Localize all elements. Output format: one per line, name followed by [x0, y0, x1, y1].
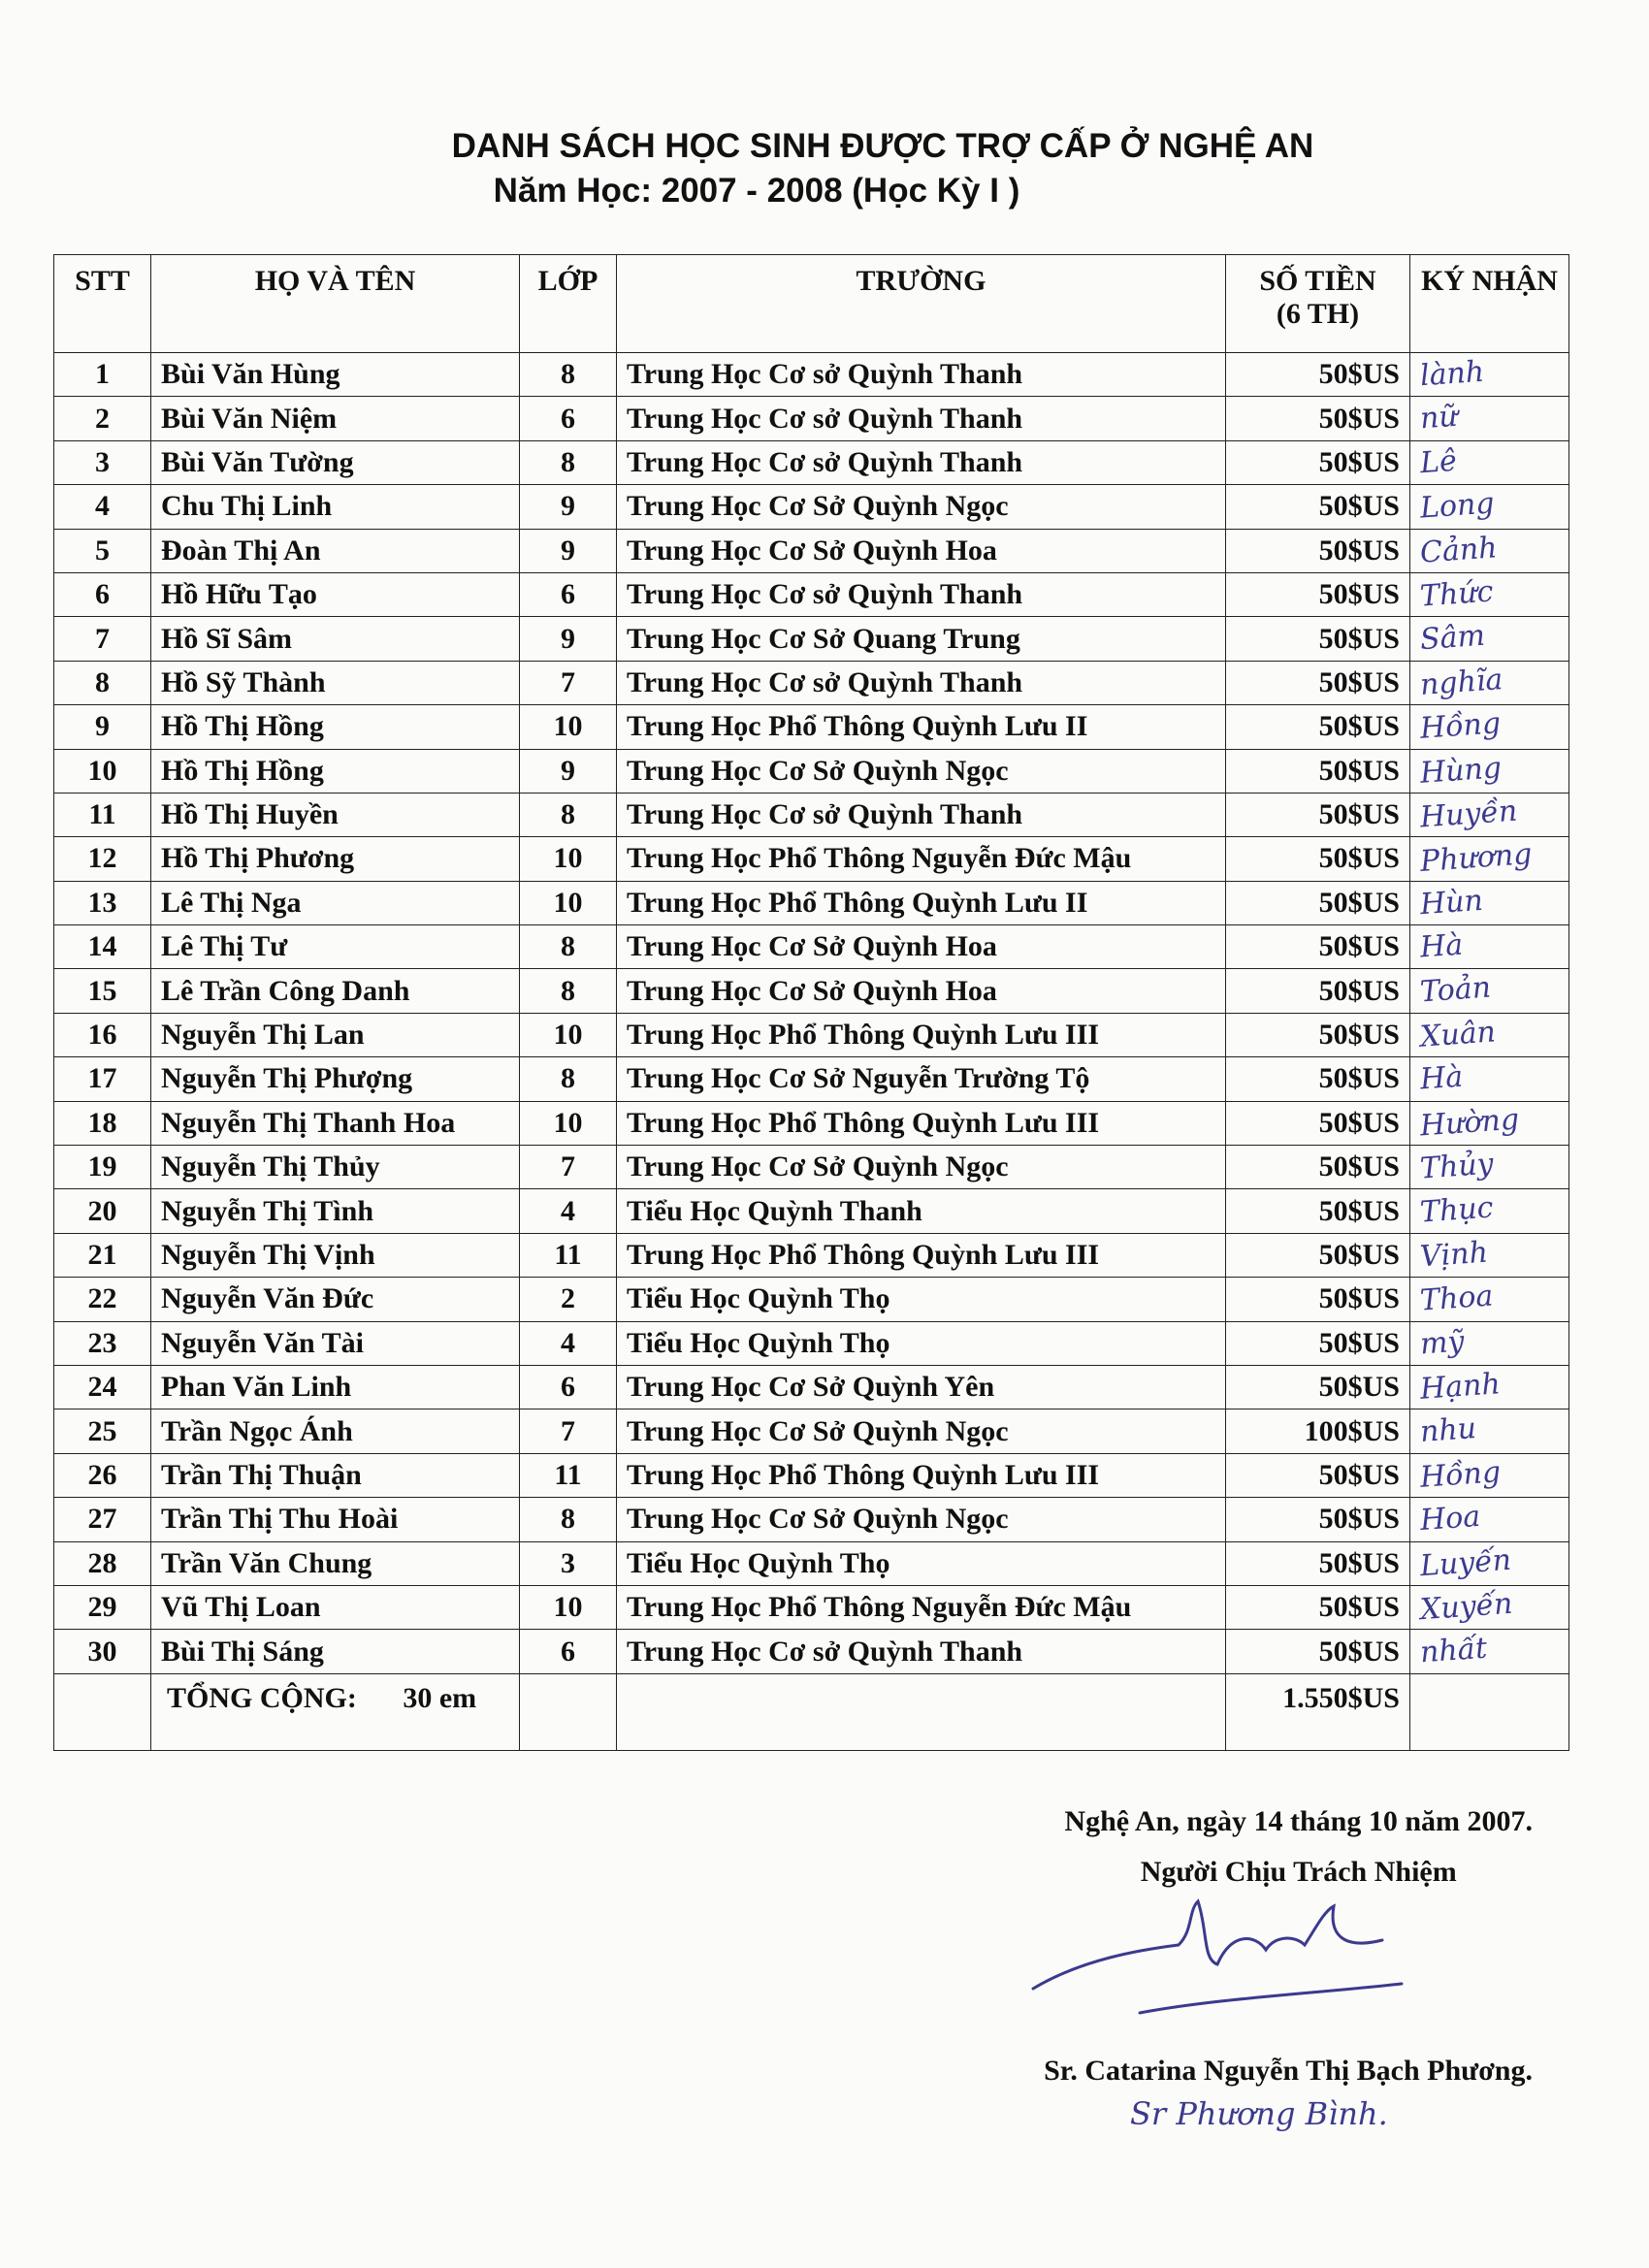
table-row [54, 1101, 1569, 1145]
row-signature: lành [1418, 354, 1486, 394]
row-school: Trung Học Phổ Thông Quỳnh Lưu II [617, 705, 1226, 749]
row-name: Hồ Sĩ Sâm [151, 617, 520, 661]
total-count: 30 em [403, 1681, 477, 1714]
row-signature: nghĩa [1418, 662, 1504, 702]
row-amount: 50$US [1226, 1057, 1410, 1101]
row-grade: 8 [520, 969, 617, 1013]
row-name: Bùi Văn Niệm [151, 397, 520, 440]
row-grade: 8 [520, 1057, 617, 1101]
row-grade: 10 [520, 881, 617, 924]
row-grade: 10 [520, 1101, 617, 1145]
row-signature: Thủy [1418, 1147, 1495, 1186]
row-name: Trần Văn Chung [151, 1541, 520, 1585]
header-amount [1226, 255, 1410, 353]
row-school: Trung Học Phổ Thông Quỳnh Lưu II [617, 881, 1226, 924]
row-signature-cell [1410, 1189, 1569, 1233]
row-stt: 22 [54, 1278, 151, 1321]
table-row [54, 1409, 1569, 1453]
row-signature: Hồng [1418, 706, 1503, 746]
row-amount: 50$US [1226, 1365, 1410, 1409]
row-stt: 15 [54, 969, 151, 1013]
row-signature-cell [1410, 1233, 1569, 1277]
table-row [54, 1321, 1569, 1365]
row-name: Bùi Thị Sáng [151, 1630, 520, 1673]
table-row [54, 1278, 1569, 1321]
row-stt: 14 [54, 925, 151, 969]
row-grade: 6 [520, 1365, 617, 1409]
row-stt: 30 [54, 1630, 151, 1673]
row-signature-cell [1410, 661, 1569, 704]
table-row [54, 1233, 1569, 1277]
row-amount: 50$US [1226, 485, 1410, 529]
row-signature-cell [1410, 353, 1569, 397]
row-amount: 50$US [1226, 1585, 1410, 1629]
row-signature: Hà [1418, 927, 1465, 965]
table-row [54, 1453, 1569, 1497]
row-signature: nhu [1418, 1411, 1478, 1450]
row-stt: 20 [54, 1189, 151, 1233]
row-signature: mỹ [1418, 1324, 1466, 1362]
table-row [54, 1189, 1569, 1233]
row-name: Nguyễn Văn Đức [151, 1278, 520, 1321]
row-signature-cell [1410, 749, 1569, 793]
table-row [54, 1630, 1569, 1673]
table-row [54, 661, 1569, 704]
row-signature-cell [1410, 440, 1569, 484]
row-signature-cell [1410, 793, 1569, 836]
row-stt: 27 [54, 1498, 151, 1541]
row-grade: 6 [520, 1630, 617, 1673]
row-school: Trung Học Phổ Thông Nguyễn Đức Mậu [617, 1585, 1226, 1629]
row-school: Trung Học Phổ Thông Quỳnh Lưu III [617, 1453, 1226, 1497]
row-signature-cell [1410, 1146, 1569, 1189]
row-school: Trung Học Cơ sở Quỳnh Thanh [617, 1630, 1226, 1673]
row-signature-cell [1410, 1057, 1569, 1101]
row-school: Trung Học Cơ Sở Nguyễn Trường Tộ [617, 1057, 1226, 1101]
row-signature: Hạnh [1418, 1367, 1502, 1407]
row-amount: 50$US [1226, 661, 1410, 704]
row-amount: 50$US [1226, 925, 1410, 969]
row-amount: 50$US [1226, 793, 1410, 836]
row-signature: Vịnh [1418, 1235, 1490, 1275]
row-signature: Luyến [1418, 1542, 1513, 1583]
row-grade: 4 [520, 1321, 617, 1365]
table-row [54, 1013, 1569, 1056]
row-grade: 10 [520, 1585, 617, 1629]
row-name: Bùi Văn Tường [151, 440, 520, 484]
responsible-role: Người Chịu Trách Nhiệm [1140, 1856, 1457, 1888]
row-grade: 10 [520, 705, 617, 749]
table-row [54, 617, 1569, 661]
row-name: Nguyễn Văn Tài [151, 1321, 520, 1365]
table-row [54, 749, 1569, 793]
row-signature-cell [1410, 925, 1569, 969]
row-amount: 50$US [1226, 529, 1410, 572]
row-amount: 50$US [1226, 397, 1410, 440]
row-stt: 9 [54, 705, 151, 749]
row-school: Trung Học Cơ Sở Quang Trung [617, 617, 1226, 661]
document-title [0, 124, 1649, 213]
row-signature-cell [1410, 1541, 1569, 1585]
row-signature: Lê [1418, 443, 1458, 481]
header-school: TRƯỜNG [617, 255, 1226, 353]
row-school: Tiểu Học Quỳnh Thọ [617, 1321, 1226, 1365]
row-signature: Toản [1418, 970, 1493, 1010]
row-signature: Hường [1418, 1102, 1521, 1144]
row-amount: 50$US [1226, 572, 1410, 616]
row-name: Lê Trần Công Danh [151, 969, 520, 1013]
row-signature: Cảnh [1418, 530, 1499, 570]
signer-name: Sr. Catarina Nguyễn Thị Bạch Phương. [1044, 2055, 1533, 2087]
row-name: Chu Thị Linh [151, 485, 520, 529]
row-name: Trần Ngọc Ánh [151, 1409, 520, 1453]
row-signature: Hùn [1418, 883, 1484, 922]
row-grade: 4 [520, 1189, 617, 1233]
header-name: HỌ VÀ TÊN [151, 255, 520, 353]
row-signature-cell [1410, 1278, 1569, 1321]
row-amount: 50$US [1226, 705, 1410, 749]
row-stt: 10 [54, 749, 151, 793]
table-row [54, 1057, 1569, 1101]
row-stt: 2 [54, 397, 151, 440]
row-grade: 9 [520, 617, 617, 661]
table-row [54, 353, 1569, 397]
row-grade: 8 [520, 353, 617, 397]
total-row [54, 1673, 1569, 1750]
row-grade: 11 [520, 1233, 617, 1277]
header-sign: KÝ NHẬN [1410, 255, 1569, 353]
table-row [54, 837, 1569, 881]
row-stt: 3 [54, 440, 151, 484]
row-signature-cell [1410, 1453, 1569, 1497]
row-name: Nguyễn Thị Tình [151, 1189, 520, 1233]
row-name: Hồ Sỹ Thành [151, 661, 520, 704]
row-grade: 10 [520, 1013, 617, 1056]
row-name: Phan Văn Linh [151, 1365, 520, 1409]
row-name: Hồ Hữu Tạo [151, 572, 520, 616]
row-school: Trung Học Phổ Thông Quỳnh Lưu III [617, 1101, 1226, 1145]
row-stt: 28 [54, 1541, 151, 1585]
row-stt: 16 [54, 1013, 151, 1056]
row-grade: 9 [520, 485, 617, 529]
row-name: Bùi Văn Hùng [151, 353, 520, 397]
row-signature-cell [1410, 529, 1569, 572]
row-name: Lê Thị Tư [151, 925, 520, 969]
row-signature-cell [1410, 1498, 1569, 1541]
row-name: Trần Thị Thuận [151, 1453, 520, 1497]
row-school: Trung Học Cơ Sở Quỳnh Ngọc [617, 749, 1226, 793]
header-amount-line2: (6 TH) [1276, 298, 1360, 330]
table-row [54, 1365, 1569, 1409]
row-name: Đoàn Thị An [151, 529, 520, 572]
total-label: TỔNG CỘNG: [167, 1681, 357, 1714]
row-grade: 3 [520, 1541, 617, 1585]
row-school: Trung Học Cơ sở Quỳnh Thanh [617, 440, 1226, 484]
row-name: Nguyễn Thị Lan [151, 1013, 520, 1056]
row-signature: Long [1418, 486, 1496, 526]
row-grade: 9 [520, 529, 617, 572]
table-row [54, 529, 1569, 572]
row-grade: 8 [520, 440, 617, 484]
row-signature-cell [1410, 397, 1569, 440]
row-amount: 50$US [1226, 617, 1410, 661]
total-label-cell [151, 1673, 520, 1750]
student-table [53, 254, 1569, 1751]
row-stt: 21 [54, 1233, 151, 1277]
row-amount: 50$US [1226, 1453, 1410, 1497]
row-school: Trung Học Cơ Sở Quỳnh Ngọc [617, 1146, 1226, 1189]
row-stt: 7 [54, 617, 151, 661]
row-amount: 50$US [1226, 1233, 1410, 1277]
header-stt: STT [54, 255, 151, 353]
row-name: Nguyễn Thị Vịnh [151, 1233, 520, 1277]
row-school: Trung Học Cơ Sở Quỳnh Hoa [617, 969, 1226, 1013]
row-amount: 50$US [1226, 881, 1410, 924]
row-stt: 13 [54, 881, 151, 924]
table-row [54, 1585, 1569, 1629]
row-stt: 4 [54, 485, 151, 529]
row-signature-cell [1410, 1321, 1569, 1365]
table-header-row [54, 255, 1569, 353]
row-signature-cell [1410, 1585, 1569, 1629]
row-school: Trung Học Cơ sở Quỳnh Thanh [617, 353, 1226, 397]
row-grade: 7 [520, 1146, 617, 1189]
row-signature-cell [1410, 837, 1569, 881]
row-signature: nhất [1418, 1631, 1489, 1670]
row-signature-cell [1410, 1013, 1569, 1056]
row-grade: 7 [520, 1409, 617, 1453]
row-grade: 6 [520, 397, 617, 440]
row-signature: Thoa [1418, 1279, 1495, 1318]
row-grade: 8 [520, 793, 617, 836]
row-signature: Xuyến [1418, 1586, 1514, 1628]
row-grade: 2 [520, 1278, 617, 1321]
row-signature: Hồng [1418, 1454, 1503, 1495]
row-signature-cell [1410, 1101, 1569, 1145]
table-row [54, 397, 1569, 440]
table-row [54, 925, 1569, 969]
row-name: Nguyễn Thị Thanh Hoa [151, 1101, 520, 1145]
row-name: Hồ Thị Huyền [151, 793, 520, 836]
row-school: Trung Học Cơ Sở Quỳnh Hoa [617, 925, 1226, 969]
place-date: Nghệ An, ngày 14 tháng 10 năm 2007. [1064, 1805, 1533, 1837]
row-stt: 12 [54, 837, 151, 881]
row-school: Trung Học Cơ sở Quỳnh Thanh [617, 397, 1226, 440]
row-stt: 25 [54, 1409, 151, 1453]
row-amount: 100$US [1226, 1409, 1410, 1453]
row-school: Tiểu Học Quỳnh Thọ [617, 1278, 1226, 1321]
row-signature: Phương [1418, 837, 1534, 880]
row-signature: Thục [1418, 1190, 1495, 1231]
header-amount-line1: SỐ TIỀN [1259, 265, 1376, 297]
row-signature-cell [1410, 617, 1569, 661]
row-grade: 8 [520, 925, 617, 969]
row-stt: 19 [54, 1146, 151, 1189]
row-signature-cell [1410, 881, 1569, 924]
row-name: Vũ Thị Loan [151, 1585, 520, 1629]
row-amount: 50$US [1226, 1278, 1410, 1321]
row-signature-cell [1410, 1365, 1569, 1409]
row-signature-cell [1410, 485, 1569, 529]
row-amount: 50$US [1226, 440, 1410, 484]
row-stt: 23 [54, 1321, 151, 1365]
row-school: Trung Học Cơ sở Quỳnh Thanh [617, 793, 1226, 836]
row-amount: 50$US [1226, 1498, 1410, 1541]
row-amount: 50$US [1226, 1541, 1410, 1585]
total-amount: 1.550$US [1226, 1673, 1410, 1750]
row-grade: 11 [520, 1453, 617, 1497]
row-name: Nguyễn Thị Phượng [151, 1057, 520, 1101]
title-line-2: Năm Học: 2007 - 2008 (Học Kỳ I ) [493, 172, 1020, 210]
row-signature: Huyền [1418, 794, 1519, 835]
row-stt: 17 [54, 1057, 151, 1101]
row-name: Nguyễn Thị Thủy [151, 1146, 520, 1189]
row-grade: 7 [520, 661, 617, 704]
row-amount: 50$US [1226, 1189, 1410, 1233]
row-amount: 50$US [1226, 749, 1410, 793]
row-signature: Sâm [1418, 619, 1487, 658]
row-school: Trung Học Cơ Sở Quỳnh Yên [617, 1365, 1226, 1409]
row-school: Trung Học Phổ Thông Nguyễn Đức Mậu [617, 837, 1226, 881]
row-stt: 1 [54, 353, 151, 397]
row-signature: Hoa [1418, 1500, 1482, 1539]
row-signature-cell [1410, 705, 1569, 749]
row-amount: 50$US [1226, 837, 1410, 881]
row-name: Hồ Thị Phương [151, 837, 520, 881]
row-amount: 50$US [1226, 1321, 1410, 1365]
row-school: Trung Học Cơ Sở Quỳnh Hoa [617, 529, 1226, 572]
table-row [54, 1146, 1569, 1189]
row-stt: 18 [54, 1101, 151, 1145]
row-amount: 50$US [1226, 1101, 1410, 1145]
row-stt: 11 [54, 793, 151, 836]
row-amount: 50$US [1226, 1013, 1410, 1056]
row-school: Trung Học Phổ Thông Quỳnh Lưu III [617, 1013, 1226, 1056]
row-grade: 6 [520, 572, 617, 616]
row-signature-cell [1410, 572, 1569, 616]
row-school: Trung Học Cơ Sở Quỳnh Ngọc [617, 1409, 1226, 1453]
row-stt: 5 [54, 529, 151, 572]
row-school: Tiểu Học Quỳnh Thọ [617, 1541, 1226, 1585]
row-grade: 10 [520, 837, 617, 881]
table-row [54, 572, 1569, 616]
row-grade: 9 [520, 749, 617, 793]
row-name: Trần Thị Thu Hoài [151, 1498, 520, 1541]
row-school: Trung Học Cơ Sở Quỳnh Ngọc [617, 485, 1226, 529]
header-grade: LỚP [520, 255, 617, 353]
row-signature-cell [1410, 1409, 1569, 1453]
row-stt: 26 [54, 1453, 151, 1497]
row-stt: 24 [54, 1365, 151, 1409]
table-body [54, 353, 1569, 1674]
row-school: Trung Học Cơ Sở Quỳnh Ngọc [617, 1498, 1226, 1541]
table-row [54, 1541, 1569, 1585]
row-signature: Hà [1418, 1059, 1465, 1097]
row-signature: Hùng [1418, 750, 1504, 791]
handwritten-signature: Sr Phương Bình. [1130, 2095, 1388, 2132]
row-grade: 8 [520, 1498, 617, 1541]
table-row [54, 705, 1569, 749]
table-row [54, 881, 1569, 924]
row-school: Trung Học Phổ Thông Quỳnh Lưu III [617, 1233, 1226, 1277]
table-row [54, 1498, 1569, 1541]
row-name: Lê Thị Nga [151, 881, 520, 924]
row-signature-cell [1410, 969, 1569, 1013]
row-amount: 50$US [1226, 1146, 1410, 1189]
row-school: Trung Học Cơ sở Quỳnh Thanh [617, 572, 1226, 616]
row-amount: 50$US [1226, 969, 1410, 1013]
table-row [54, 485, 1569, 529]
row-name: Hồ Thị Hồng [151, 749, 520, 793]
row-school: Tiểu Học Quỳnh Thanh [617, 1189, 1226, 1233]
row-amount: 50$US [1226, 353, 1410, 397]
table-row [54, 440, 1569, 484]
row-stt: 29 [54, 1585, 151, 1629]
table-row [54, 793, 1569, 836]
footer-block [1064, 1797, 1533, 1897]
title-line-1: DANH SÁCH HỌC SINH ĐƯỢC TRỢ CẤP Ở NGHỆ AN [451, 127, 1314, 165]
row-school: Trung Học Cơ sở Quỳnh Thanh [617, 661, 1226, 704]
row-name: Hồ Thị Hồng [151, 705, 520, 749]
row-stt: 8 [54, 661, 151, 704]
row-signature-cell [1410, 1630, 1569, 1673]
row-amount: 50$US [1226, 1630, 1410, 1673]
row-signature: Thức [1418, 574, 1495, 614]
row-signature: nữ [1418, 400, 1459, 437]
signature-scribble [1023, 1892, 1411, 2027]
row-stt: 6 [54, 572, 151, 616]
row-signature: Xuân [1418, 1015, 1498, 1054]
table-row [54, 969, 1569, 1013]
